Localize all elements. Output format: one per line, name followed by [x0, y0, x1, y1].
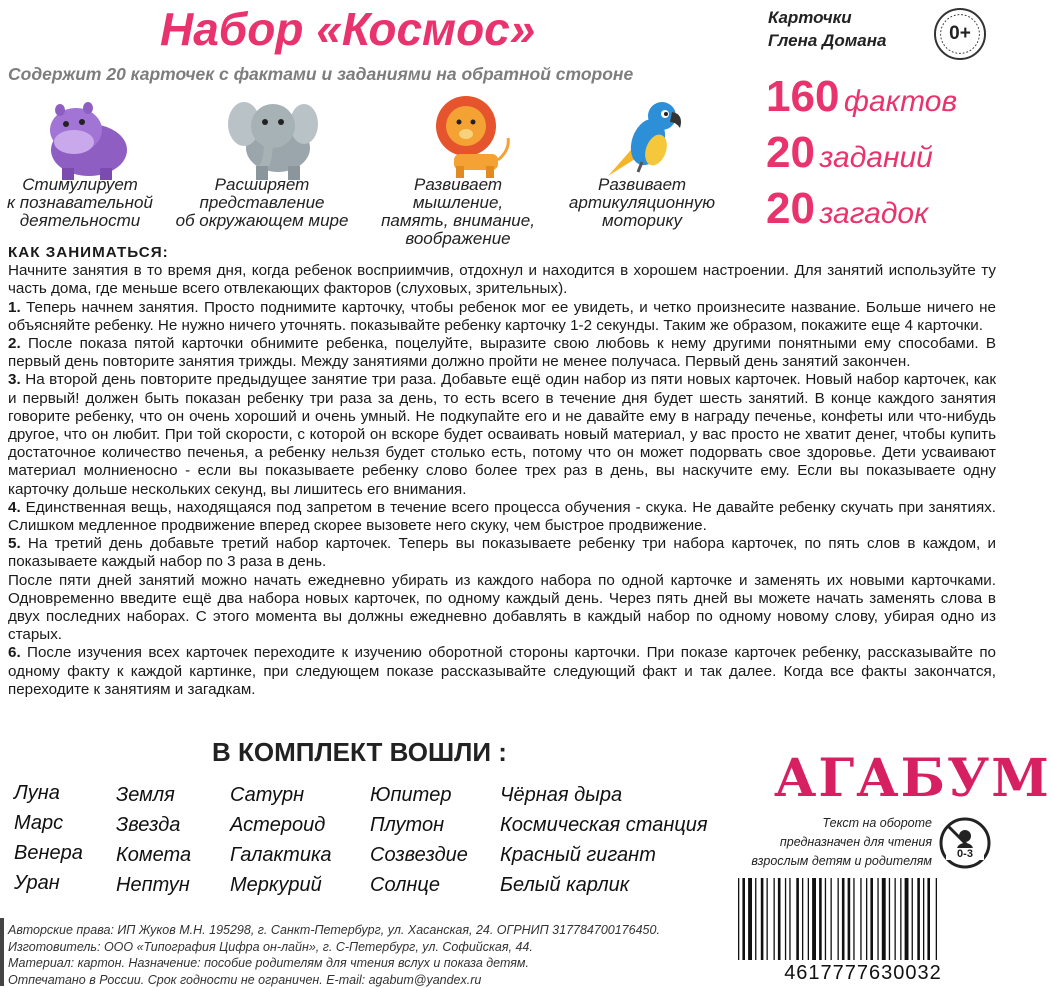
kit-word: Венера: [14, 842, 83, 872]
feature-line: Расширяет: [172, 176, 352, 194]
stat-tasks: [766, 128, 933, 178]
kit-word: Галактика: [230, 844, 332, 874]
feature-line: артикуляционную: [552, 194, 732, 212]
instructions-section: [8, 244, 996, 699]
kit-word: Сатурн: [230, 784, 332, 814]
elephant-icon: [228, 92, 318, 182]
step-text: На третий день добавьте третий набор карточек. Теперь вы показываете ребенку три набора карточек, по пять слов в каждом, и показываете каждый набор по 3 раза в день.: [8, 535, 996, 570]
instructions-heading: КАК ЗАНИМАТЬСЯ:: [8, 244, 996, 262]
instruction-step-5-continued: [8, 572, 996, 645]
step-number: 3.: [8, 371, 21, 388]
barcode-bar: [767, 878, 768, 960]
instruction-step-4: [8, 499, 996, 535]
step-number: 6.: [8, 644, 21, 661]
step-number: 1.: [8, 299, 21, 316]
feature-line: воображение: [368, 230, 548, 248]
barcode-bar: [819, 878, 822, 960]
barcode-bar: [889, 878, 890, 960]
barcode-bar: [870, 878, 873, 960]
barcode-bar: [848, 878, 851, 960]
barcode-bar: [755, 878, 756, 960]
no-small-children-icon: [938, 816, 992, 870]
kit-word: Уран: [14, 872, 83, 902]
feature-line: деятельности: [0, 212, 170, 230]
stat-number: 20: [766, 128, 815, 177]
kit-word: Красный гигант: [500, 844, 708, 874]
kit-word: Земля: [116, 784, 191, 814]
barcode-bar: [742, 878, 745, 960]
kit-word: Белый карлик: [500, 874, 708, 904]
step-number: 2.: [8, 335, 21, 352]
feature-caption-1: [0, 176, 170, 230]
kit-word: Луна: [14, 782, 83, 812]
footer-line: Авторские права: ИП Жуков М.Н. 195298, г. Санкт-Петербург, ул. Хасанская, 24. ОГРНИП 317784700176450.: [8, 922, 728, 939]
barcode-bar: [842, 878, 845, 960]
stat-word: загадок: [819, 197, 928, 230]
kit-column-4: [370, 784, 468, 904]
stat-word: фактов: [844, 85, 957, 118]
feature-line: Развивает: [552, 176, 732, 194]
barcode-bar: [917, 878, 920, 960]
step-text: После изучения всех карточек переходите к изучению оборотной стороны карточки. При показе карточек ребенку, рассказывайте по одному факту к каждой картинке, при следующем показе рассказывайте следующий факт и так далее. Когда все факты закончатся, переходите к занятиям и загадкам.: [8, 644, 996, 697]
instruction-step-6: [8, 644, 996, 699]
barcode-bar: [796, 878, 799, 960]
brand-line-1: Карточки: [768, 8, 852, 28]
step-text: После показа пятой карточки обнимите ребенка, поцелуйте, выразите свою любовь к нему другими понятными ему способами. В первый день повторите занятия трижды. Между занятиями должно пройти не менее получаса. Первый день занятий закончен.: [8, 335, 996, 370]
age-rating-text: 0+: [949, 23, 971, 45]
subtitle: Содержит 20 карточек с фактами и заданиями на обратной стороне: [8, 64, 633, 85]
barcode-bar: [789, 878, 790, 960]
feature-caption-2: [172, 176, 352, 230]
notice-line: взрослым детям и родителям: [722, 852, 932, 871]
kit-column-2: [116, 784, 191, 904]
barcode-image: [738, 878, 988, 960]
barcode-bar: [774, 878, 775, 960]
feature-caption-4: [552, 176, 732, 230]
step-text: Единственная вещь, находящаяся под запретом в течение всего процесса обучения - скука. Не давайте ребенку скучать при занятиях. Слишком медленное продвижение вперед скорее вызовете него скуку, чем быстрое продвижение.: [8, 499, 996, 534]
barcode-bar: [761, 878, 764, 960]
step-text: После пяти дней занятий можно начать ежедневно убирать из каждого набора по одной карточке и заменять их новыми карточками. Одновременно введите ещё два набора новых карточек, по одному каждый день. Через пять дней вы можете начать заменять слова в двух последних наборах. С этого момента вы должны ежедневно добавлять в каждый набор по одному новому слову, убирая одно из старых.: [8, 572, 996, 644]
footer-line: Материал: картон. Назначение: пособие родителям для чтения вслух и показа детям.: [8, 955, 728, 972]
page-title: Набор «Космос»: [160, 2, 535, 56]
footer-line: Изготовитель: ООО «Типография Цифра он-лайн», г. С-Петербург, ул. Софийская, 44.: [8, 939, 728, 956]
barcode-bar: [738, 878, 739, 960]
step-text: На второй день повторите предыдущее занятие три раза. Добавьте ещё один набор из пяти новых карточек. Новый набор карточек, как и первый! должен быть показан ребенку три раза за день, то есть всего в течение дня будет шесть занятий. В конце каждого занятия говорите ребенку, что он очень хороший и очень умный. Не подкупайте его и не давайте ему в награду печенье, конфеты или что-нибудь другое, что он любит. При той скорости, с которой он вскоре будет осваивать новый материал, у вас просто не хватит денег, чтобы купить достаточное количество печенья, а ребенку нельзя будет столько есть, потому что он может подорвать свое здоровье. Дети усваивают материал молниеносно - если вы показываете ребенку слово более трех раз в день, вы наскучите ему. Если вы показываете одну карточку дольше нескольких секунд, вы лишитесь его внимания.: [8, 371, 996, 497]
kit-word: Комета: [116, 844, 191, 874]
kit-word: Космическая станция: [500, 814, 708, 844]
barcode-bar: [802, 878, 803, 960]
stat-number: 160: [766, 72, 839, 121]
lion-icon: [424, 90, 514, 180]
barcode-bar: [900, 878, 901, 960]
parrot-icon: [598, 92, 688, 182]
feature-line: Развивает мышление,: [368, 176, 548, 212]
barcode-bar: [825, 878, 826, 960]
kit-column-1: [14, 782, 83, 902]
brand-line-2: Глена Домана: [768, 31, 886, 51]
feature-line: моторику: [552, 212, 732, 230]
footer-line: Отпечатано в России. Срок годности не ограничен. E-mail: agabum@yandex.ru: [8, 972, 728, 988]
barcode-bar: [785, 878, 786, 960]
reading-notice: [722, 814, 932, 871]
footer-legal: [8, 922, 728, 988]
barcode-bar: [853, 878, 854, 960]
kit-title: В КОМПЛЕКТ ВОШЛИ :: [212, 737, 507, 768]
barcode-bar: [912, 878, 913, 960]
age-warning-text: 0-3: [946, 848, 984, 860]
barcode-bar: [936, 878, 937, 960]
barcode-number: 4617777630032: [738, 962, 988, 985]
barcode-bar: [808, 878, 809, 960]
kit-word: Юпитер: [370, 784, 468, 814]
stat-number: 20: [766, 184, 815, 233]
feature-line: об окружающем мире: [172, 212, 352, 230]
barcode-bar: [905, 878, 909, 960]
instruction-step-3: [8, 371, 996, 498]
kit-word: Марс: [14, 812, 83, 842]
kit-word: Солнце: [370, 874, 468, 904]
barcode-bar: [877, 878, 878, 960]
instruction-step-1: [8, 299, 996, 335]
instructions-intro: Начните занятия в то время дня, когда ребенок восприимчив, отдохнул и находится в хорошем настроении. Для занятий используйте ту часть дома, где меньше всего отвлекающих факторов (слуховых, зрительных).: [8, 262, 996, 298]
feature-caption-3: [368, 176, 548, 248]
barcode-bar: [882, 878, 886, 960]
stat-facts: [766, 72, 957, 122]
barcode-bar: [838, 878, 839, 960]
stat-word: заданий: [819, 141, 932, 174]
notice-line: Текст на обороте: [722, 814, 932, 833]
feature-line: представление: [172, 194, 352, 212]
step-number: 4.: [8, 499, 21, 516]
brand-logo: АГАБУМ: [774, 748, 1051, 809]
kit-word: Астероид: [230, 814, 332, 844]
footer-bar: [0, 918, 6, 986]
notice-line: предназначен для чтения: [722, 833, 932, 852]
feature-line: память, внимание,: [368, 212, 548, 230]
age-rating-badge: [934, 8, 986, 60]
kit-word: Нептун: [116, 874, 191, 904]
step-number: 5.: [8, 535, 21, 552]
instruction-step-2: [8, 335, 996, 371]
kit-word: Плутон: [370, 814, 468, 844]
kit-column-3: [230, 784, 332, 904]
kit-word: Меркурий: [230, 874, 332, 904]
age-warning-badge: [938, 816, 992, 870]
barcode-bar: [831, 878, 832, 960]
barcode-bar: [866, 878, 867, 960]
barcode-bar: [860, 878, 861, 960]
stat-riddles: [766, 184, 928, 234]
step-text: Теперь начнем занятия. Просто поднимите карточку, чтобы ребенок мог ее увидеть, и четко произнесите название. Больше ничего не объясняйте ребенку. Не нужно ничего уточнять. показывайте ребенку карточку 1-2 секунды. Таким же образом, покажите еще 4 карточки.: [8, 299, 996, 334]
kit-word: Чёрная дыра: [500, 784, 708, 814]
barcode-bar: [812, 878, 816, 960]
kit-word: Созвездие: [370, 844, 468, 874]
hippo-icon: [44, 92, 134, 182]
kit-column-5: [500, 784, 708, 904]
barcode-bar: [923, 878, 924, 960]
barcode-bar: [778, 878, 781, 960]
barcode-bar: [748, 878, 752, 960]
kit-word: Звезда: [116, 814, 191, 844]
barcode-bar: [895, 878, 896, 960]
feature-line: к познавательной: [0, 194, 170, 212]
feature-line: Стимулирует: [0, 176, 170, 194]
barcode-bar: [927, 878, 930, 960]
instruction-step-5: [8, 535, 996, 571]
age-ring-icon: [936, 10, 984, 58]
